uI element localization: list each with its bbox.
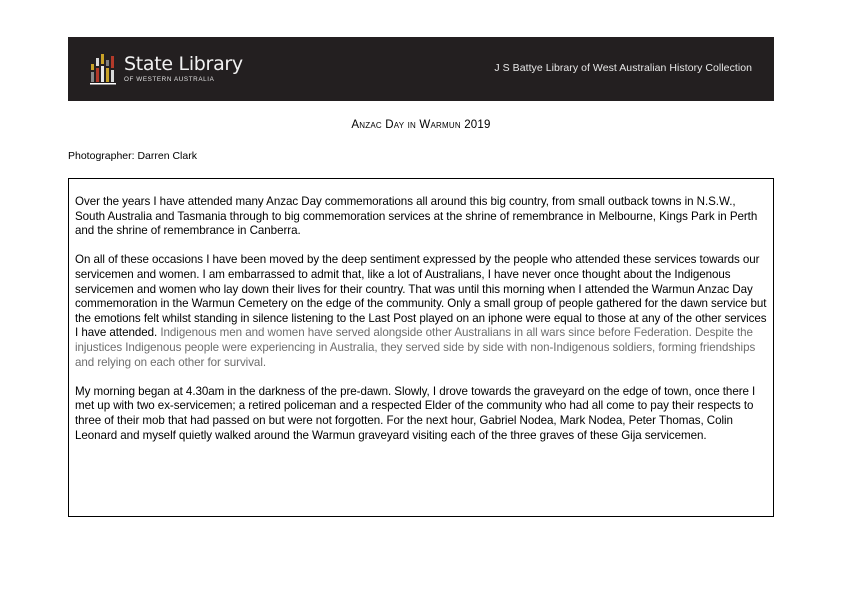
logo-name: State Library xyxy=(124,52,243,75)
state-library-logo xyxy=(90,47,243,91)
collection-name: J S Battye Library of West Australian History Collection xyxy=(494,62,752,74)
logo-subtitle: OF WESTERN AUSTRALIA xyxy=(124,75,215,83)
paragraph-1-text: Over the years I have attended many Anzac Day commemorations all around this big country, from small outback towns in N.S.W., South Australia and Tasmania through to big commemoration services at the shrine of remembrance in Melbourne, Kings Park in Perth and the shrine of remembrance in Canberra. xyxy=(75,195,758,238)
paragraph-2-text: On all of these occasions I have been moved by the deep sentiment expressed by the people who attended these services towards our servicemen and women. I am embarrassed to admit that, like a lot of Australians, I have never once thought about the Indigenous servicemen and women who lay down their lives for their country. That was until this morning when I attended the Warmun Anzac Day commemoration in the Warmun Cemetery on the edge of the community. Only a small group of people gathered for the dawn service but the emotions felt whilst standing in silence listening to the Last Post played on an iphone were equal to those at any of the other services I have attended. xyxy=(75,253,767,340)
paragraph-2 xyxy=(75,253,767,370)
photographer-credit: Photographer: Darren Clark xyxy=(68,150,197,162)
paragraph-1 xyxy=(75,195,767,239)
paragraph-3 xyxy=(75,385,767,443)
paragraph-2-grey-text: Indigenous men and women have served alongside other Australians in all wars since before Federation. Despite the injustices Indigenous people were experiencing in Australia, they served side by side with non-Indigenous soldiers, forming friendships and relying on each other for survival. xyxy=(75,326,756,369)
library-header-banner xyxy=(68,37,774,101)
library-books-icon xyxy=(90,52,118,86)
document-title: Anzac Day in Warmun 2019 xyxy=(351,119,491,131)
paragraph-3-text: My morning began at 4.30am in the darkness of the pre-dawn. Slowly, I drove towards the graveyard on the edge of town, once there I met up with two ex-servicemen; a retired policeman and a respected Elder of the community who had all come to pay their respects to three of their mob that had passed on but were not forgotten. For the next hour, Gabriel Nodea, Mark Nodea, Peter Thomas, Colin Leonard and myself quietly walked around the Warmun graveyard visiting each of the three graves of these Gija servicemen. xyxy=(75,384,756,442)
story-text-box xyxy=(68,178,774,517)
